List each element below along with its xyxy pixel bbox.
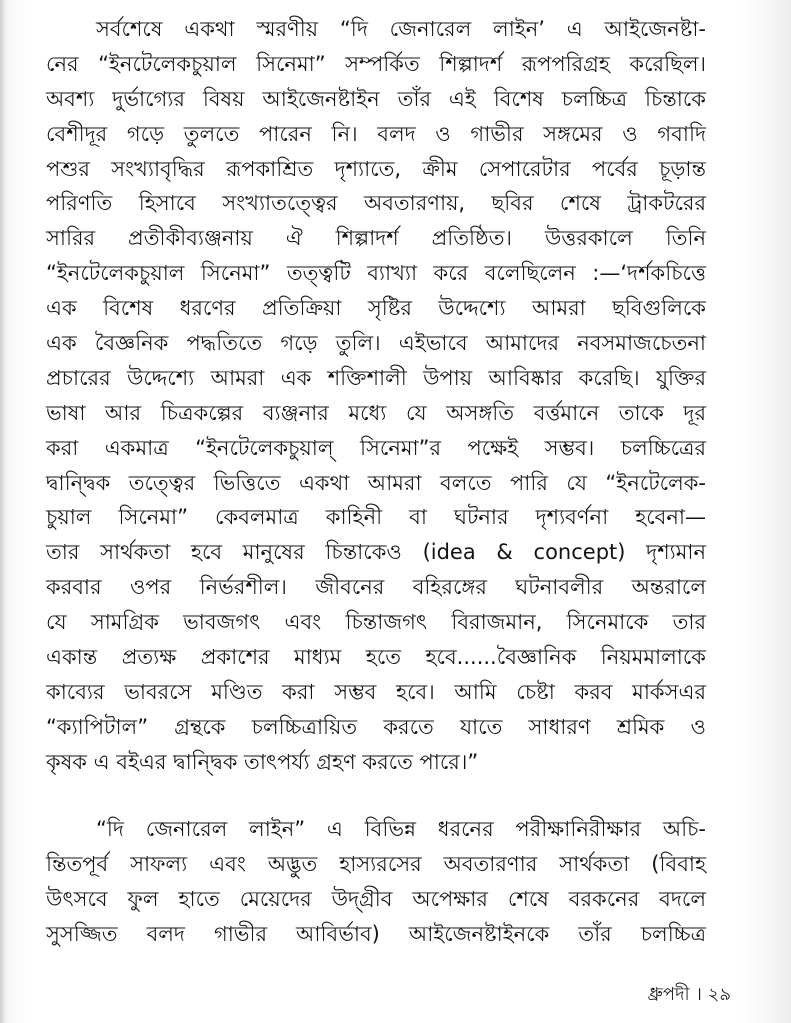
text-line: চুয়াল সিনেমা” কেবলমাত্র কাহিনী বা ঘটনার দৃশ্যবর্ণনা হবেনা— [46, 505, 706, 530]
text-line: এক বৈজ্ঞনিক পদ্ধতিতে গড়ে তুলি। এইভাবে আমাদের নবসমাজচেতনা [46, 331, 706, 356]
text-line: সর্বশেষে একথা স্মরণীয় “দি জেনারেল লাইন’ এ আইজেনষ্টা- [96, 17, 706, 41]
page-number: ২৯ [707, 984, 731, 1005]
text-line: তার সার্থকতা হবে মানুষের চিন্তাকেও (idea & concept) দৃশ্যমান [46, 540, 706, 565]
text-line: ভাষা আর চিত্রকল্পের ব্যঞ্জনার মধ্যে যে অসঙ্গতি বর্ত্তমানে তাকে দূর [46, 400, 706, 425]
paragraph-1 [46, 12, 706, 780]
text-line: উৎসবে ফুল হাতে মেয়েদের উদ্‌গ্রীব অপেক্ষার শেষে বরকনের বদলে [46, 886, 706, 911]
text-line: পশুর সংখ্যাবৃদ্ধির রূপকাশ্রিত দৃশ্যাতে, ক্রীম সেপারেটার পর্বের চূড়ান্ত [46, 156, 706, 181]
text-line: ন্তিতপূর্ব সাফল্য এবং অদ্ভুত হাস্যরসের অবতারণার সার্থকতা (বিবাহ [46, 851, 706, 876]
text-line: সুসজ্জিত বলদ গাভীর আবির্ভাব) আইজেনষ্টাইনকে তাঁর চলচ্চিত্র [46, 921, 706, 946]
page-edge-shadow [0, 0, 6, 1023]
text-line: “ক্যাপিটাল” গ্রন্থকে চলচ্চিত্রায়িত করতে যাতে সাধারণ শ্রমিক ও [46, 714, 706, 739]
page-footer [648, 980, 731, 1011]
text-line: কৃষক এ বইএর দ্বান্দ্বিক তাৎপর্য্য গ্রহণ করতে পারে।” [46, 749, 479, 774]
paragraph-2 [46, 812, 706, 952]
text-line: বেশীদূর গড়ে তুলতে পারেন নি। বলদ ও গাভীর সঙ্গমের ও গবাদি [46, 121, 706, 146]
text-line: একান্ত প্রত্যক্ষ প্রকাশের মাধ্যম হতে হবে......বৈজ্ঞানিক নিয়মমালাকে [46, 645, 706, 670]
text-line: কাব্যের ভাবরসে মণ্ডিত করা সম্ভব হবে। আমি চেষ্টা করব মার্কসএর [46, 679, 706, 704]
footer-separator: । [695, 984, 702, 1005]
text-line: যে সামগ্রিক ভাবজগৎ এবং চিন্তাজগৎ বিরাজমান, সিনেমাকে তার [46, 610, 706, 635]
text-line: পরিণতি হিসাবে সংখ্যাতত্ত্বের অবতারণায়, ছবির শেষে ট্রাকটরের [46, 191, 706, 216]
text-line: করবার ওপর নির্ভরশীল। জীবনের বহিরঙ্গের ঘটনাবলীর অন্তরালে [46, 575, 706, 600]
text-line: “ইনটেলেকচুয়াল সিনেমা” তত্ত্বটি ব্যাখ্যা করে বলেছিলেন :—‘দর্শকচিত্তে [46, 261, 706, 286]
text-line: “দি জেনারেল লাইন” এ বিভিন্ন ধরনের পরীক্ষানিরীক্ষার অচি- [96, 817, 706, 841]
text-line: এক বিশেষ ধরণের প্রতিক্রিয়া সৃষ্টির উদ্দেশ্যে আমরা ছবিগুলিকে [46, 296, 706, 321]
text-line: করা একমাত্র “ইনটেলেকচুয়াল্ সিনেমা”র পক্ষেই সম্ভব। চলচ্চিত্রের [46, 435, 706, 460]
text-line: নের “ইনটেলেকচুয়াল সিনেমা” সম্পর্কিত শিল্পাদর্শ রূপপরিগ্রহ করেছিল। [46, 51, 706, 76]
text-line: প্রচারের উদ্দেশ্যে আমরা এক শক্তিশালী উপায় আবিষ্কার করেছি। যুক্তির [46, 365, 706, 390]
text-line: অবশ্য দুর্ভাগ্যের বিষয় আইজেনষ্টাইন তাঁর এই বিশেষ চলচ্চিত্র চিন্তাকে [46, 86, 706, 111]
journal-name: ধ্রুপদী [647, 984, 690, 1005]
text-line: সারির প্রতীকীব্যঞ্জনায় ঐ শিল্পাদর্শ প্রতিষ্ঠিত। উত্তরকালে তিনি [46, 226, 706, 251]
text-line: দ্বান্দ্বিক তত্ত্বের ভিত্তিতে একথা আমরা বলতে পারি যে “ইনটেলেক- [46, 470, 706, 495]
